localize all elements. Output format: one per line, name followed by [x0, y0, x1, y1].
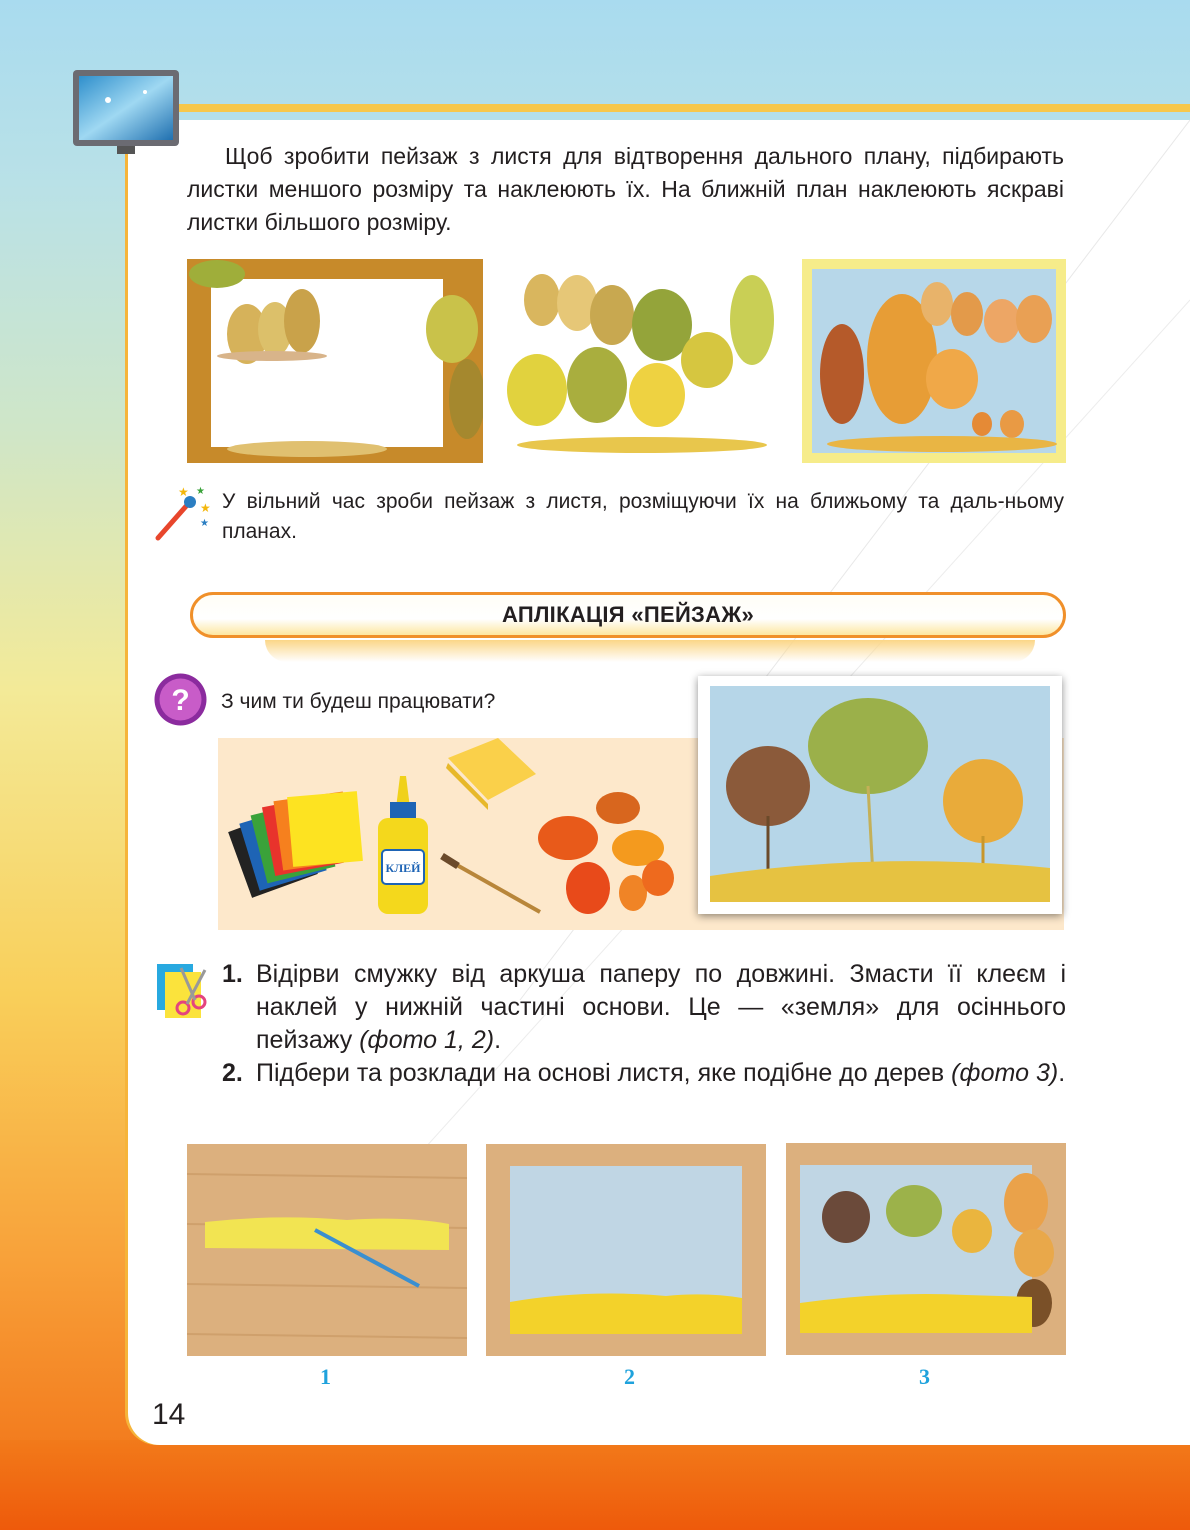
glue-label: КЛЕЙ: [385, 861, 421, 875]
question-icon: [153, 672, 208, 727]
svg-text:★: ★: [196, 486, 205, 497]
colored-paper-sheets: [228, 791, 363, 898]
photo-leaf-landscape-sample: [802, 259, 1066, 463]
intro-paragraph: Щоб зробити пейзаж з листя для відтворення дального плану, підбирають листки меншого розміру та наклеюють їх. На ближній план наклеюють яскраві листки більшого розміру.: [187, 143, 1064, 235]
step-instruction: Відірви смужку від аркуша паперу по довжині. Змасти її клеєм і наклей у нижній частині основи. Це — «земля» для осіннього пейзажу: [256, 960, 1066, 1054]
step-end: .: [494, 1026, 502, 1054]
paint-brush: [442, 856, 540, 912]
photo-step-1: [187, 1144, 467, 1356]
step-item: [222, 1057, 1066, 1090]
monitor-icon: [73, 70, 179, 154]
yellow-napkins: [446, 738, 536, 810]
photo-leaves-on-paper: [187, 259, 483, 463]
svg-text:★: ★: [200, 501, 210, 515]
section-title: АПЛІКАЦІЯ «ПЕЙЗАЖ»: [501, 602, 755, 627]
steps-list: [222, 958, 1066, 1090]
step-text: [256, 958, 1066, 1057]
step-number: 2.: [222, 1059, 243, 1087]
svg-text:★: ★: [178, 485, 189, 499]
svg-text:★: ★: [200, 518, 209, 529]
autumn-leaves: [538, 792, 674, 914]
step-end: .: [1058, 1059, 1066, 1087]
photo-leaves-sorted: [497, 265, 789, 461]
photo-step-3: [786, 1143, 1066, 1355]
glue-bottle: [378, 776, 428, 914]
svg-text:?: ?: [171, 684, 190, 717]
question-text: З чим ти будеш працювати?: [221, 690, 496, 713]
scissors-paper-icon: [155, 962, 213, 1022]
photo-reference: (фото 3): [951, 1059, 1059, 1087]
step-item: [222, 958, 1066, 1057]
step-text: [256, 1057, 1066, 1090]
photo-reference: (фото 1, 2): [359, 1026, 495, 1054]
free-time-note: У вільний час зроби пейзаж з листя, розміщуючи їх на ближьому та даль-ньому планах.: [222, 490, 1064, 543]
photo-caption-1: 1: [320, 1364, 331, 1389]
photo-finished-landscape: [698, 676, 1062, 914]
banner-shadow: [265, 640, 1035, 662]
section-title-banner: [190, 592, 1066, 638]
photo-caption-2: 2: [624, 1364, 635, 1389]
page-number: 14: [152, 1398, 186, 1431]
magic-brush-icon: [152, 484, 210, 544]
step-number: 1.: [222, 960, 243, 988]
photo-step-2: [486, 1144, 766, 1356]
photo-caption-3: 3: [919, 1364, 930, 1389]
step-instruction: Підбери та розклади на основі листя, яке подібне до дерев: [256, 1059, 945, 1087]
